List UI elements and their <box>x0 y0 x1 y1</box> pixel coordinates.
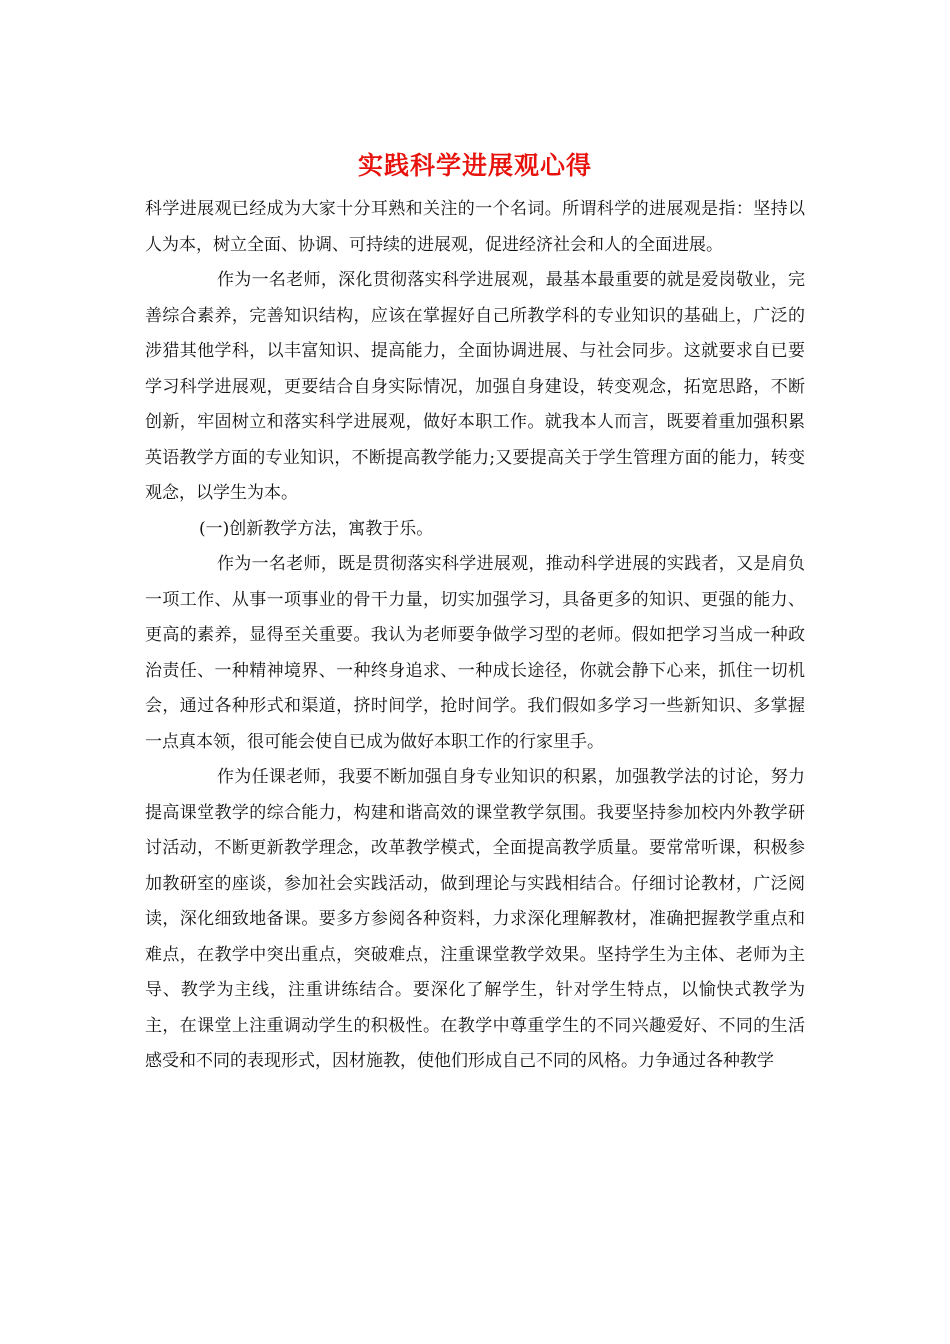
paragraph-teacher-role: 作为一名老师，深化贯彻落实科学进展观，最基本最重要的就是爱岗敬业，完善综合素养，完善知识结构，应该在掌握好自己所教学科的专业知识的基础上，广泛的涉猎其他学科，以丰富知识、提高能力，全面协调进展、与社会同步。这就要求自已要学习科学进展观，更要结合自身实际情况，加强自身建设，转变观念，拓宽思路，不断创新，牢固树立和落实科学进展观，做好本职工作。就我本人而言，既要着重加强积累英语教学方面的专业知识，不断提高教学能力;又要提高关于学生管理方面的能力，转变观念，以学生为本。 <box>145 270 805 503</box>
paragraph-intro: 科学进展观已经成为大家十分耳熟和关注的一个名词。所谓科学的进展观是指：坚持以人为本，树立全面、协调、可持续的进展观，促进经济社会和人的全面进展。 <box>145 199 805 255</box>
paragraph-classroom-teaching: 作为任课老师，我要不断加强自身专业知识的积累，加强教学法的讨论，努力提高课堂教学的综合能力，构建和谐高效的课堂教学氛围。我要坚持参加校内外教学研讨活动，不断更新教学理念，改革教学模式，全面提高教学质量。要常常听课，积极参加教研室的座谈，参加社会实践活动，做到理论与实践相结合。仔细讨论教材，广泛阅读，深化细致地备课。要多方参阅各种资料，力求深化理解教材，准确把握教学重点和难点，在教学中突出重点，突破难点，注重课堂教学效果。坚持学生为主体、老师为主导、教学为主线，注重讲练结合。要深化了解学生，针对学生特点，以愉快式教学为主，在课堂上注重调动学生的积极性。在教学中尊重学生的不同兴趣爱好、不同的生活感受和不同的表现形式，因材施教，使他们形成自己不同的风格。力争通过各种教学 <box>145 767 805 1071</box>
section-heading-innovation: (一)创新教学方法，寓教于乐。 <box>199 518 434 539</box>
document-body <box>145 192 805 1080</box>
paragraph-learning-teacher: 作为一名老师，既是贯彻落实科学进展观，推动科学进展的实践者，又是肩负一项工作、从事一项事业的骨干力量，切实加强学习，具备更多的知识、更强的能力、更高的素养，显得至关重要。我认为老师要争做学习型的老师。假如把学习当成一种政治责任、一种精神境界、一种终身追求、一种成长途径，你就会静下心来，抓住一切机会，通过各种形式和渠道，挤时间学，抢时间学。我们假如多学习一些新知识、多掌握一点真本领，很可能会使自已成为做好本职工作的行家里手。 <box>145 554 805 752</box>
document-title: 实践科学进展观心得 <box>357 151 592 180</box>
